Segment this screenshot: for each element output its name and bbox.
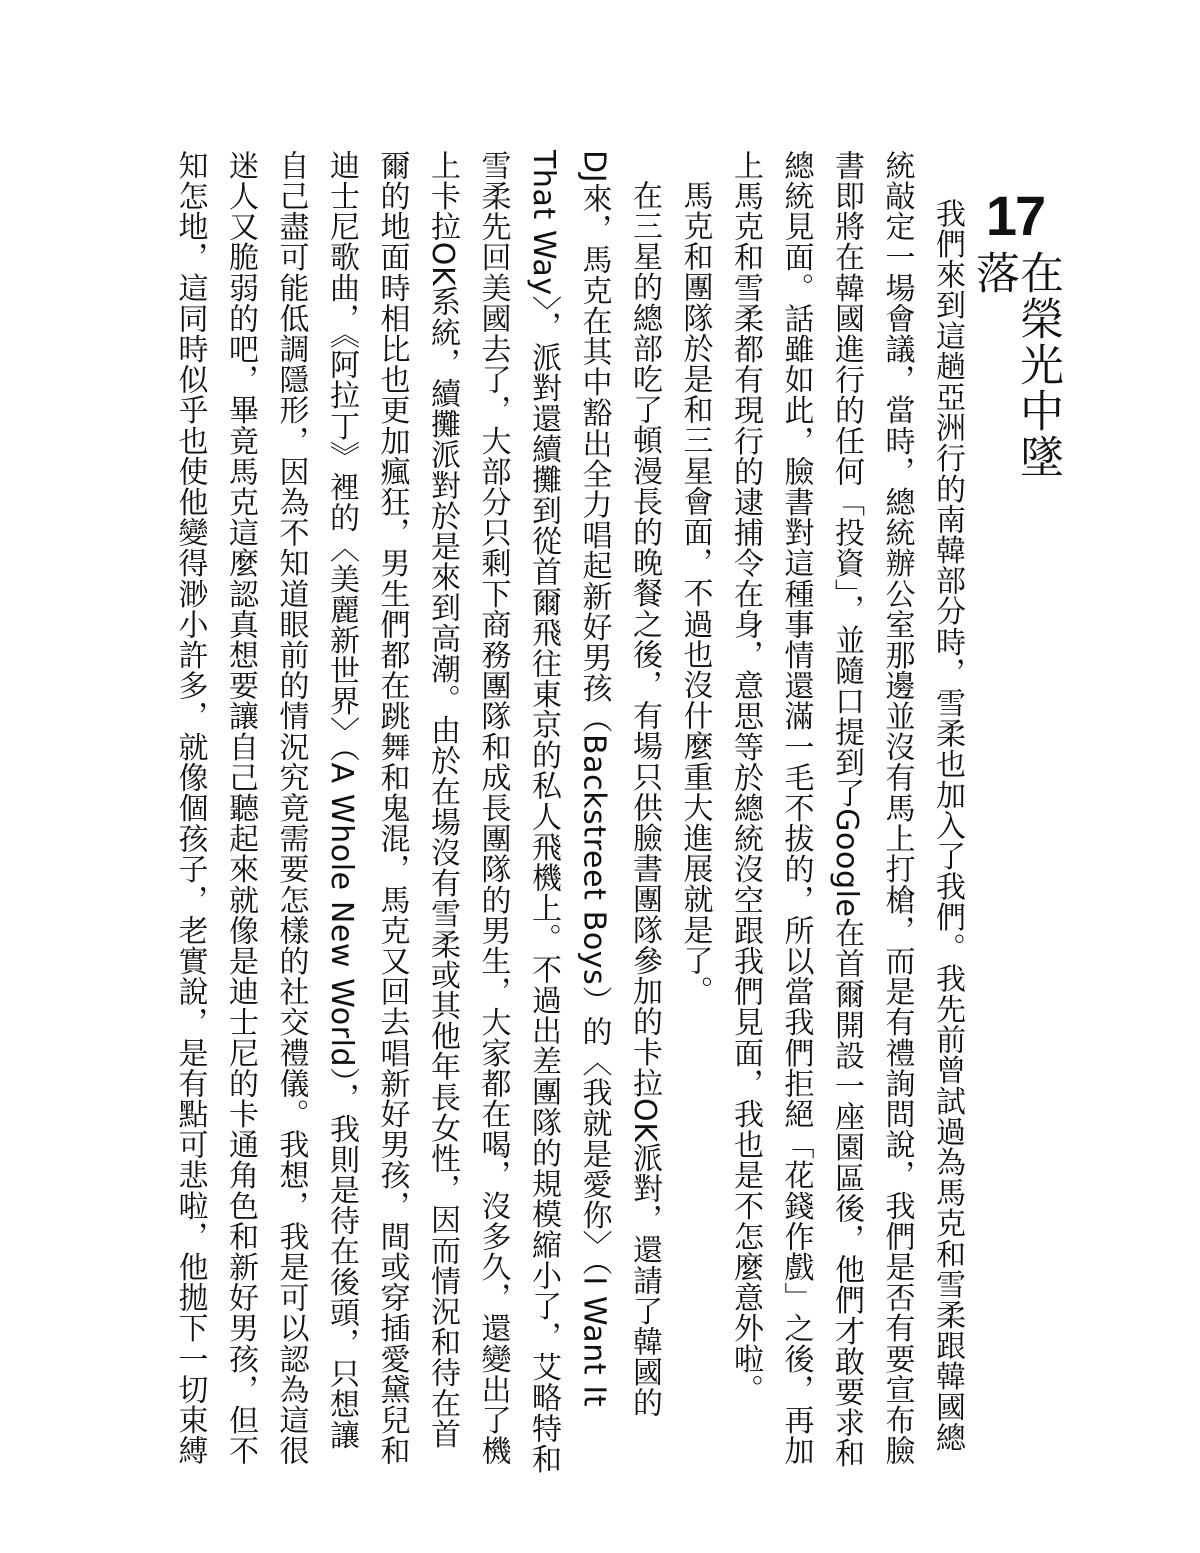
text-line: 統敲定一場會議，當時，總統辦公室那邊並沒有馬上打槍，而是有禮詢問說，我們是否有要宣布臉	[879, 150, 915, 1466]
text-line: 知怎地，這同時似乎也使他變得渺小許多，就像個孩子，老實說，是有點可悲啦，他拋下一切束縛	[172, 150, 208, 1466]
text-line: 書即將在韓國進行的任何「投資」，並隨口提到了Google在首爾開設一座園區後，他們才敢要求和	[829, 150, 864, 1469]
chapter-number: 17	[985, 184, 1045, 247]
text-line: 上卡拉OK系統，續攤派對於是來到高潮。由於在場沒有雪柔或其他年長女性，因而情況和待在首	[425, 150, 460, 1450]
text-line: 雪柔先回美國去了，大部分只剩下商務團隊和成長團隊的男生，大家都在喝，沒多久，還變出了機	[475, 150, 511, 1466]
body-text	[164, 150, 972, 1475]
text-line: 馬克和團隊於是和三星會面，不過也沒什麼重大進展就是了。	[677, 180, 713, 1007]
paragraph-2	[669, 150, 720, 1440]
text-line: 我們來到這趟亞洲行的南韓部分時，雪柔也加入了我們。我先前曾試過為馬克和雪柔跟韓國總	[930, 198, 965, 1453]
text-line: 迪士尼歌曲，《阿拉丁》裡的〈美麗新世界〉（A Whole New World），我則是待在後頭，只想讓	[324, 150, 359, 1450]
text-line: 自己盡可能低調隱形，因為不知道眼前的情況究竟需要怎樣的社交禮儀。我想，我是可以認為這很	[273, 150, 309, 1466]
text-line: 迷人又脆弱的吧，畢竟馬克這麼認真想要讓自己聽起來就像是迪士尼的卡通角色和新好男孩，但不	[223, 150, 258, 1466]
chapter-title: 在榮光中墜落	[968, 250, 1063, 480]
text-line: 總統見面。話雖如此，臉書對這種事情還滿一毛不拔的，所以當我們拒絕「花錢作戲」之後，再加	[778, 150, 814, 1466]
chapter-heading	[968, 184, 1063, 506]
text-line: 在三星的總部吃了頓漫長的晚餐之後，有場只供臉書團隊參加的卡拉OK派對，還請了韓國的	[627, 180, 662, 1418]
paragraph-1	[720, 150, 973, 1469]
text-line: 上馬克和雪柔都有現行的逮捕令在身，意思等於總統沒空跟我們見面，我也是不怎麼意外啦。	[728, 150, 763, 1405]
text-line: That Way〉，派對還續攤到從首爾飛往東京的私人飛機上。不過出差團隊的規模縮小了，艾略特和	[526, 150, 561, 1475]
paragraph-3	[164, 150, 669, 1475]
text-line: 爾的地面時相比也更加瘋狂，男生們都在跳舞和鬼混，馬克又回去唱新好男孩，間或穿插愛黛兒和	[374, 150, 410, 1466]
text-line: DJ來，馬克在其中豁出全力唱起新好男孩（Backstreet Boys）的〈我就是愛你〉（I Want It	[576, 150, 612, 1408]
